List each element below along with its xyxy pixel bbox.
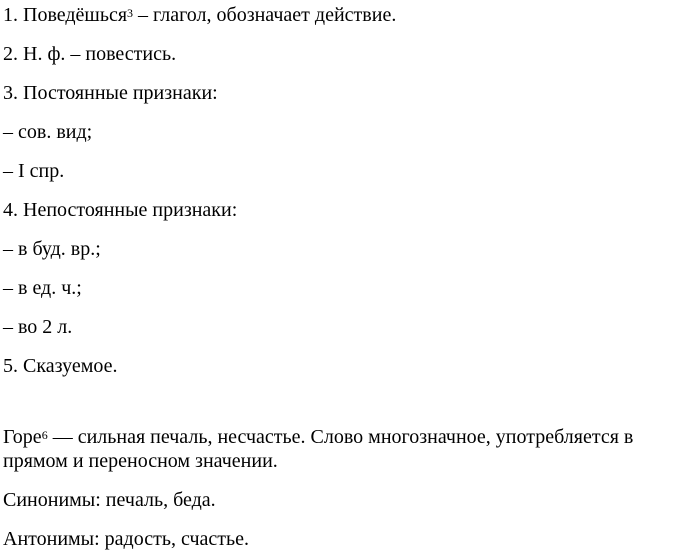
- definition-text: — сильная печаль, несчастье. Слово многозначное, употребляется в прямом и переносном значении.: [3, 426, 634, 472]
- antonyms-line: Антонимы: радость, счастье.: [3, 528, 249, 550]
- analysis-item-3-aspect: – сов. вид;: [3, 121, 93, 143]
- definition-paragraph: [3, 425, 679, 473]
- analysis-item-1: [3, 3, 396, 27]
- analysis-item-4-tense: – в буд. вр.;: [3, 238, 101, 260]
- synonyms-line: Синонимы: печаль, беда.: [3, 489, 216, 511]
- analysis-item-5: 5. Сказуемое.: [3, 355, 118, 377]
- definition-word: Горе: [3, 426, 42, 448]
- footnote-marker: 3: [127, 6, 134, 20]
- analysis-item-2: 2. Н. ф. – повестись.: [3, 43, 177, 65]
- footnote-marker: 6: [41, 428, 48, 442]
- analysis-item-4-number: – в ед. ч.;: [3, 277, 82, 299]
- analysis-item-3-conjugation: – I спр.: [3, 160, 65, 182]
- analysis-item-1-word: 1. Поведёшься: [3, 4, 128, 26]
- analysis-item-1-text: – глагол, обозначает действие.: [133, 4, 397, 26]
- analysis-item-3: 3. Постоянные признаки:: [3, 82, 218, 104]
- analysis-item-4: 4. Непостоянные признаки:: [3, 199, 238, 221]
- analysis-item-4-person: – во 2 л.: [3, 316, 73, 338]
